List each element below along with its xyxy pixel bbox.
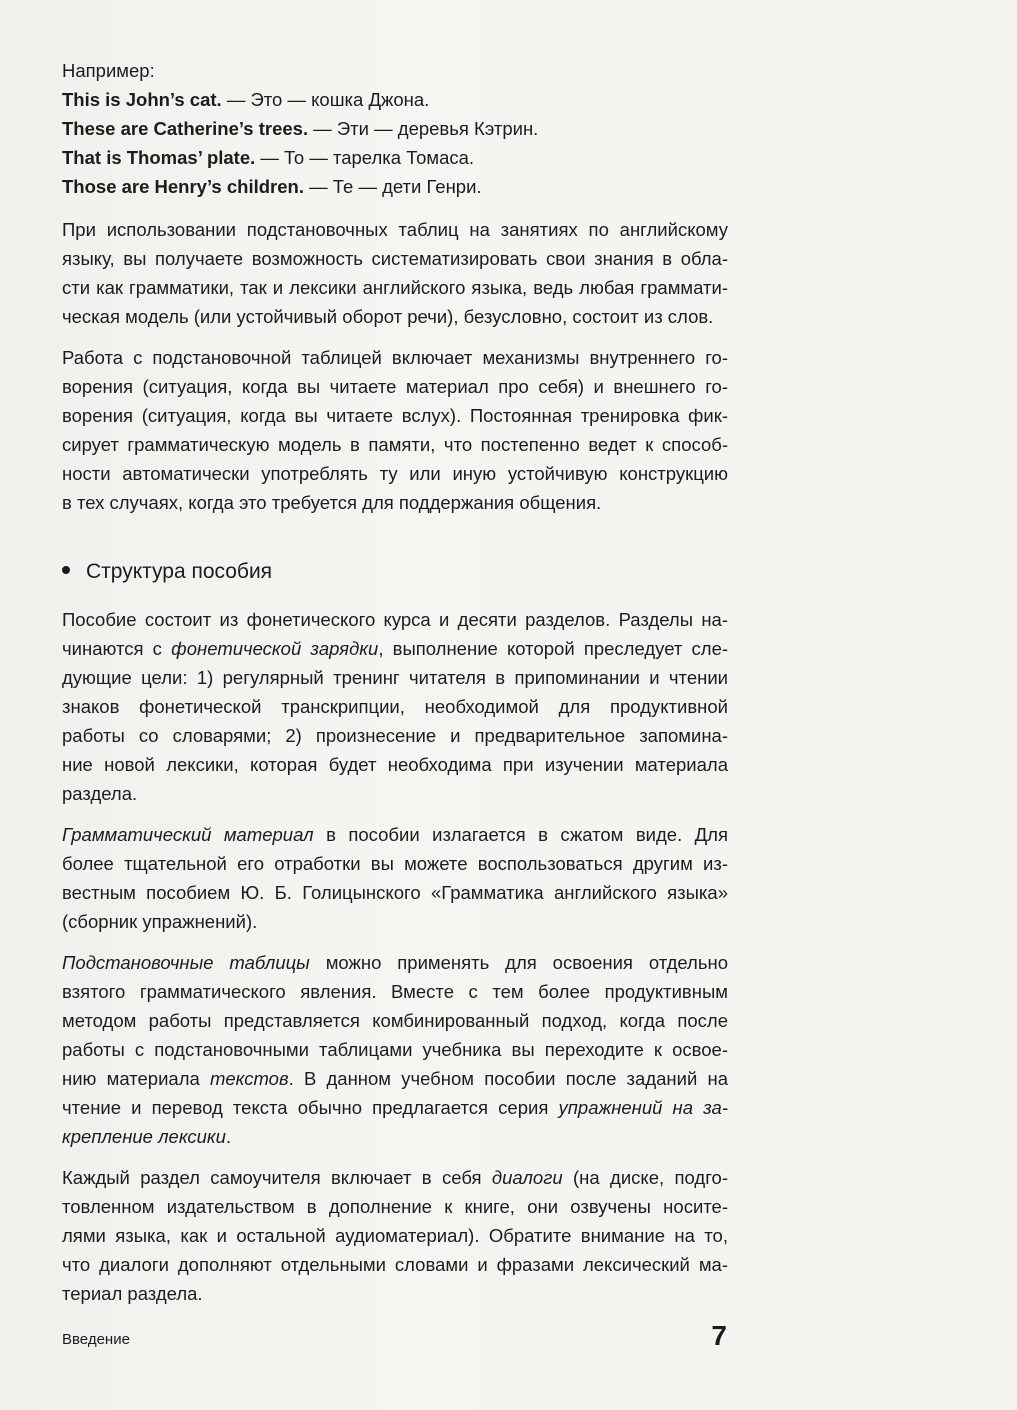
examples-list (62, 85, 728, 201)
italic-term: упражнений на за- (558, 1097, 728, 1118)
example-english: Those are Henry’s children. (62, 176, 304, 197)
text-line: дующие цели: 1) регулярный тренинг читателя в припоминании и чтении (62, 667, 728, 688)
text-line: лями языка, как и остальной аудиоматериал). Обратите внимание на то, (62, 1225, 728, 1246)
text-line: сти как грамматики, так и лексики английского языка, ведь любая граммати- (62, 277, 728, 298)
text-line: ческая модель (или устойчивый оборот речи), безусловно, состоит из слов. (62, 306, 714, 327)
example-russian: — Это — кошка Джона. (221, 89, 430, 110)
text-line: что диалоги дополняют отдельными словами и фразами лексический ма- (62, 1254, 728, 1275)
example-line (62, 172, 728, 201)
section-heading-text: Структура пособия (86, 560, 273, 583)
text-line (62, 948, 728, 977)
text-line: При использовании подстановочных таблиц на занятиях по английскому (62, 219, 728, 240)
text-span: в пособии излагается в сжатом виде. Для (313, 824, 728, 845)
text-span: чинаются с (62, 638, 172, 659)
example-english: These are Catherine’s trees. (62, 118, 309, 139)
text-line (62, 1064, 728, 1093)
text-line: (сборник упражнений). (62, 911, 258, 932)
italic-term: фонетической зарядки (171, 638, 379, 659)
paragraph-dialogues (62, 1163, 728, 1308)
italic-term: крепление лексики (62, 1126, 226, 1147)
example-russian: — Те — дети Генри. (303, 176, 482, 197)
italic-term: диалоги (491, 1167, 563, 1188)
paragraph-substitution-tables (62, 215, 728, 331)
paragraph-tables-usage (62, 948, 728, 1151)
footer-section-name: Введение (62, 1331, 130, 1348)
text-span: нию материала (62, 1068, 210, 1089)
text-line (62, 634, 728, 663)
text-line: работы со словарями; 2) произнесение и предварительное запомина- (62, 725, 728, 746)
text-line: ние новой лексики, которая будет необходима при изучении материала (62, 754, 728, 775)
text-line: методом работы представляется комбинированный подход, когда после (62, 1010, 728, 1031)
paragraph-speech-mechanisms (62, 343, 728, 517)
bullet-icon (62, 566, 70, 574)
text-line: знаков фонетической транскрипции, необходимой для продуктивной (62, 696, 728, 717)
text-line: языку, вы получаете возможность систематизировать свои знания в обла- (62, 248, 728, 269)
example-russian: — То — тарелка Томаса. (255, 147, 475, 168)
text-span: . В данном учебном пособии после заданий на (288, 1068, 728, 1089)
text-line: вестным пособием Ю. Б. Голицынского «Грамматика английского языка» (62, 882, 728, 903)
example-english: That is Thomas’ plate. (62, 147, 256, 168)
paragraph-grammar (62, 820, 728, 936)
main-content (62, 56, 728, 1320)
page-number: 7 (711, 1320, 727, 1351)
text-line: териал раздела. (62, 1283, 203, 1304)
text-line: взятого грамматического явления. Вместе с тем более продуктивным (62, 981, 728, 1002)
text-span: (на диске, подго- (562, 1167, 728, 1188)
text-span: можно применять для освоения отдельно (309, 952, 728, 973)
example-line (62, 85, 728, 114)
text-line (62, 820, 728, 849)
text-line: в тех случаях, когда это требуется для поддержания общения. (62, 492, 602, 513)
text-line: ности автоматически употреблять ту или иную устойчивую конструкцию (62, 463, 728, 484)
text-line: Работа с подстановочной таблицей включает механизмы внутреннего го- (62, 347, 728, 368)
text-span: , выполнение которой преследует сле- (378, 638, 729, 659)
italic-term: Подстановочные таблицы (62, 952, 310, 973)
example-english: This is John’s cat. (62, 89, 222, 110)
text-line (62, 1163, 728, 1192)
text-span: чтение и перевод текста обычно предлагается серия (62, 1097, 559, 1118)
text-line: раздела. (62, 783, 138, 804)
text-span: Каждый раздел самоучителя включает в себя (62, 1167, 492, 1188)
text-line: сирует грамматическую модель в памяти, что постепенно ведет к способ- (62, 434, 728, 455)
example-line (62, 143, 728, 172)
text-span: . (225, 1126, 232, 1147)
example-russian: — Эти — деревья Кэтрин. (308, 118, 539, 139)
text-line: более тщательной его отработки вы можете воспользоваться другим из- (62, 853, 728, 874)
text-line: Пособие состоит из фонетического курса и десяти разделов. Разделы на- (62, 609, 728, 630)
paragraph-structure (62, 605, 728, 808)
example-line (62, 114, 728, 143)
text-line: товленном издательством в дополнение к книге, они озвучены носите- (62, 1196, 728, 1217)
text-line: ворения (ситуация, когда вы читаете вслух). Постоянная тренировка фик- (62, 405, 728, 426)
text-line: ворения (ситуация, когда вы читаете материал про себя) и внешнего го- (62, 376, 728, 397)
text-line (62, 1122, 728, 1151)
italic-term: текстов (209, 1068, 289, 1089)
text-line: работы с подстановочными таблицами учебника вы переходите к освое- (62, 1039, 728, 1060)
section-heading (62, 557, 728, 587)
examples-intro: Например: (62, 60, 155, 81)
text-line (62, 1093, 728, 1122)
italic-term: Грамматический материал (62, 824, 314, 845)
